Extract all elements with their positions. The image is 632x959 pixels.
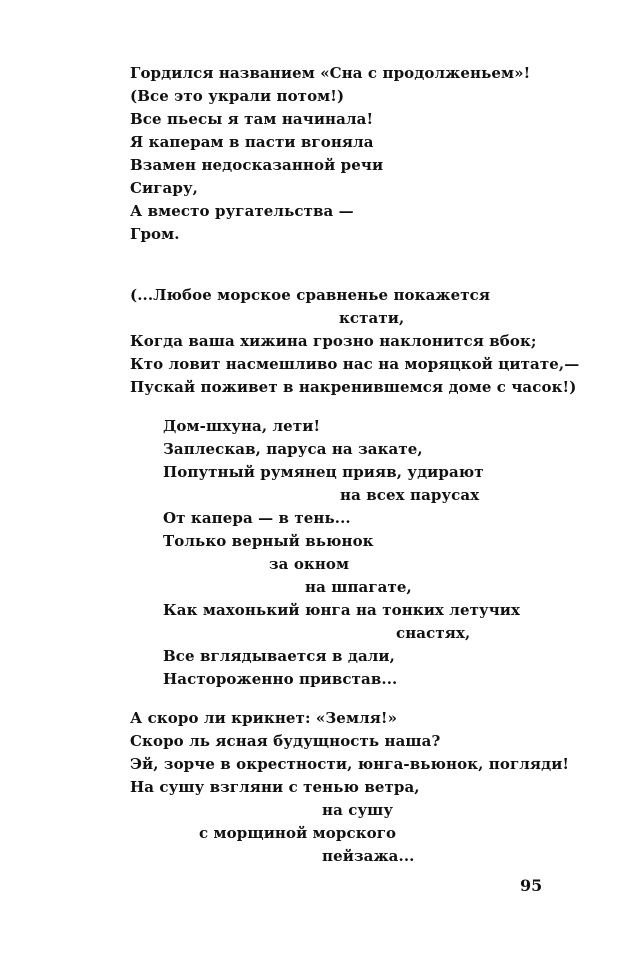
- poem-line: Скоро ль ясная будущность наша?: [130, 732, 441, 750]
- poem-line: Взамен недосказанной речи: [130, 156, 384, 174]
- poem-line: Когда ваша хижина грозно наклонится вбок;: [130, 332, 537, 350]
- poem-line: Как махонький юнга на тонких летучих: [163, 601, 521, 619]
- poem-line: Дом-шхуна, лети!: [163, 417, 321, 435]
- poem-line: кстати,: [339, 309, 405, 327]
- poem-line: (...Любое морское сравненье покажется: [130, 286, 491, 304]
- poem-line: снастях,: [396, 624, 471, 642]
- poem-line: От капера — в тень...: [163, 509, 351, 527]
- poem-line: Заплескав, паруса на закате,: [163, 440, 423, 458]
- poem-line: Пускай поживет в накренившемся доме с часок!): [130, 378, 577, 396]
- poem-line: Эй, зорче в окрестности, юнга-вьюнок, погляди!: [130, 755, 570, 773]
- poem-line: за окном: [269, 555, 350, 573]
- poem-line: на шпагате,: [305, 578, 412, 596]
- poem-line: (Все это украли потом!): [130, 87, 345, 105]
- poem-line: Все вглядывается в дали,: [163, 647, 395, 665]
- poem-line: с морщиной морского: [199, 824, 397, 842]
- poem-line: Гордился названием «Сна с продолженьем»!: [130, 64, 531, 82]
- poem-line: Я каперам в пасти вгоняла: [130, 133, 374, 151]
- poem-line: Только верный вьюнок: [163, 532, 374, 550]
- poem-line: на сушу: [322, 801, 394, 819]
- poem-line: На сушу взгляни с тенью ветра,: [130, 778, 420, 796]
- page-number: 95: [520, 876, 543, 895]
- poem-line: пейзажа...: [322, 847, 415, 865]
- poem-line: Сигару,: [130, 179, 198, 197]
- poem-line: Все пьесы я там начинала!: [130, 110, 374, 128]
- poem-line: Гром.: [130, 225, 180, 243]
- poem-line: Настороженно привстав...: [163, 670, 398, 688]
- poem-line: на всех парусах: [340, 486, 480, 504]
- poem-line: А вместо ругательства —: [130, 202, 354, 220]
- poem-line: А скоро ли крикнет: «Земля!»: [130, 709, 398, 727]
- poem-line: Кто ловит насмешливо нас на моряцкой цитате,—: [130, 355, 580, 373]
- poem-line: Попутный румянец прияв, удирают: [163, 463, 484, 481]
